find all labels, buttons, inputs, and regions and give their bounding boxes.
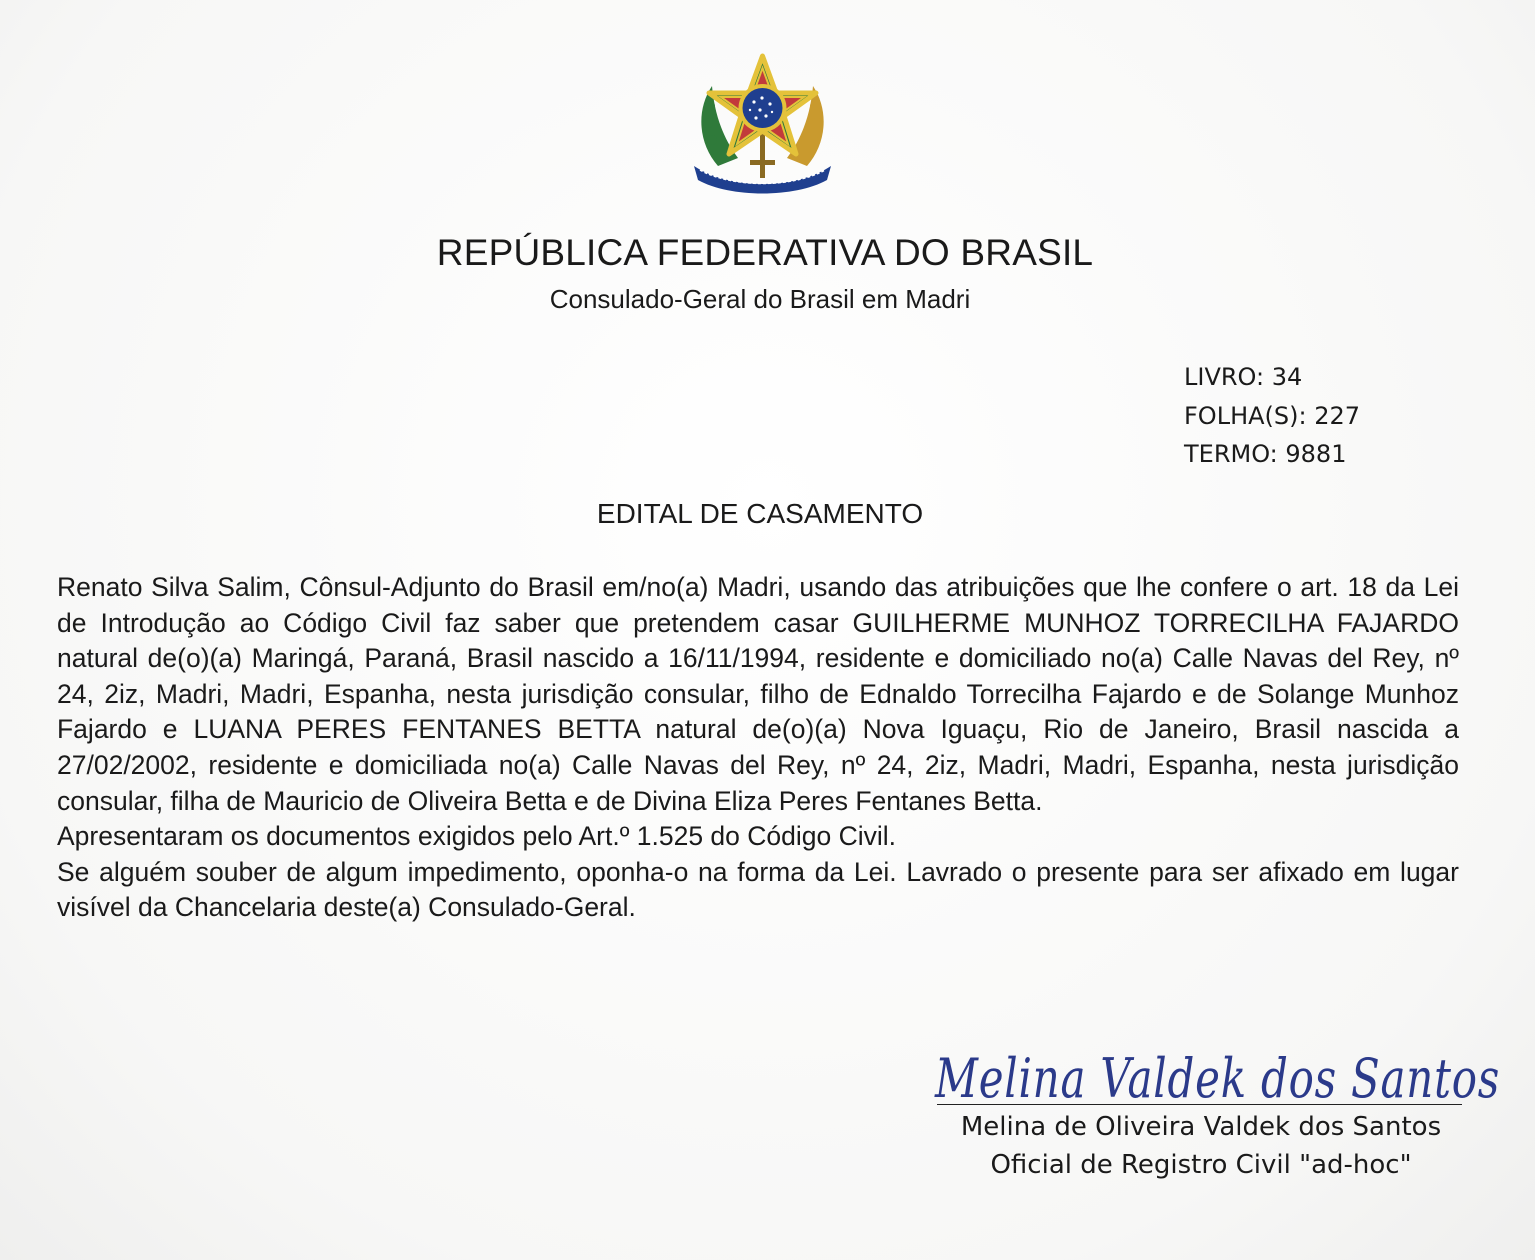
edital-body <box>57 570 1459 926</box>
registry-reference <box>1184 358 1360 474</box>
livro-line: LIVRO: 34 <box>1184 363 1303 391</box>
coat-of-arms-emblem <box>690 48 835 198</box>
country-heading: REPÚBLICA FEDERATIVA DO BRASIL <box>436 232 1094 273</box>
signature-line <box>937 1104 1462 1105</box>
body-paragraph-impediment: Se alguém souber de algum impedimento, oponha-o na forma da Lei. Lavrado o presente para ser afixado em lugar visível da Chancelaria deste(a) Consulado-Geral. <box>57 856 1459 923</box>
signature-script: Melina Valdek dos Santos <box>934 1047 1500 1110</box>
document-title: EDITAL DE CASAMENTO <box>596 498 924 529</box>
signatory-block <box>925 1108 1477 1184</box>
signatory-name: Melina de Oliveira Valdek dos Santos <box>960 1112 1442 1142</box>
handwritten-signature <box>925 1035 1515 1113</box>
body-paragraph-main: Renato Silva Salim, Cônsul-Adjunto do Brasil em/no(a) Madri, usando das atribuições que lhe confere o art. 18 da Lei de Introdução ao Código Civil faz saber que pretendem casar GUILHERME MUNHOZ TORRECILHA FAJARDO natural de(o)(a) Maringá, Paraná, Brasil nascido a 16/11/1994, residente e domiciliado no(a) Calle Navas del Rey, nº 24, 2iz, Madri, Madri, Espanha, nesta jurisdição consular, filho de Ednaldo Torrecilha Fajardo e de Solange Munhoz Fajardo e LUANA PERES FENTANES BETTA natural de(o)(a) Nova Iguaçu, Rio de Janeiro, Brasil nascida a 27/02/2002, residente e domiciliada no(a) Calle Navas del Rey, nº 24, 2iz, Madri, Madri, Espanha, nesta jurisdição consular, filha de Mauricio de Oliveira Betta e de Divina Eliza Peres Fentanes Betta. <box>57 572 1459 816</box>
body-paragraph-documents: Apresentaram os documentos exigidos pelo Art.º 1.525 do Código Civil. <box>57 821 897 852</box>
signatory-role: Oficial de Registro Civil "ad-hoc" <box>990 1150 1412 1180</box>
folhas-line: FOLHA(S): 227 <box>1184 401 1361 430</box>
consulate-subheading: Consulado-Geral do Brasil em Madri <box>549 284 971 314</box>
termo-line: TERMO: 9881 <box>1184 440 1347 468</box>
